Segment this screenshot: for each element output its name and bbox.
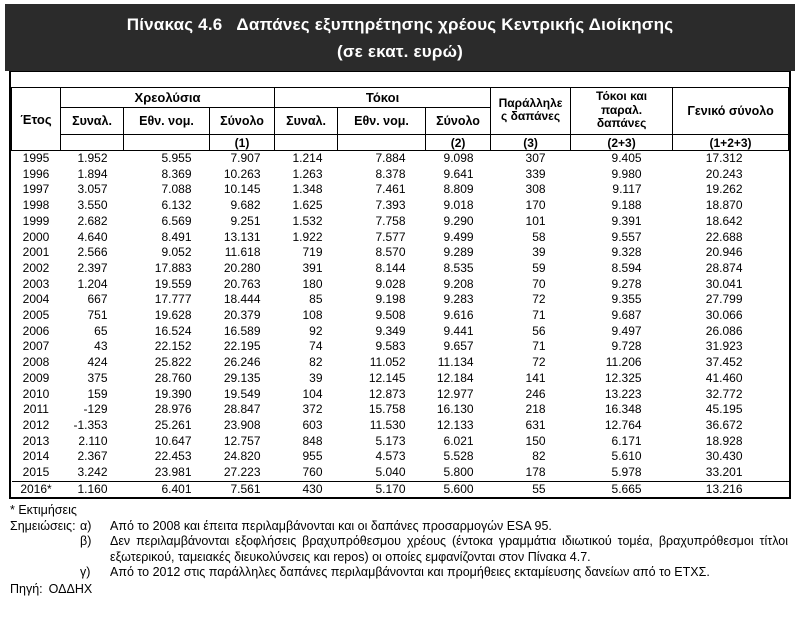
value-cell: -1.353 [73, 417, 108, 432]
value-cell: 12.977 [436, 386, 474, 401]
year-cell: 1996 [22, 166, 50, 181]
year-cell: 2004 [22, 292, 50, 307]
value-cell: 23.981 [154, 465, 192, 480]
value-cell: 33.201 [705, 465, 743, 480]
value-cell: 36.672 [705, 417, 743, 432]
value-cell: 8.378 [375, 166, 406, 181]
value-cell: 339 [525, 166, 546, 181]
table-row [12, 324, 789, 340]
value-cell: 9.290 [443, 213, 474, 228]
year-cell: 2005 [22, 308, 50, 323]
value-cell: 751 [87, 308, 108, 323]
value-cell: 71 [532, 308, 546, 323]
value-cell: 9.052 [161, 245, 192, 260]
value-cell: 30.041 [705, 276, 743, 291]
year-cell: 2006 [22, 323, 50, 338]
table-row [12, 355, 789, 371]
table-title-text: Δαπάνες εξυπηρέτησης χρέους Κεντρικής Διοίκησης [236, 15, 674, 34]
value-cell: 1.894 [77, 166, 108, 181]
group-header-interest: Τόκοι [275, 88, 491, 108]
note-c-text: Από το 2012 στις παράλληλες δαπάνες περιλαμβάνονται και προμήθειες εκταμίευσης δανείων από το ΕΤΧΣ. [110, 565, 710, 580]
value-cell: 16.348 [604, 402, 642, 417]
value-cell: 74 [309, 339, 323, 354]
year-cell: 1998 [22, 198, 50, 213]
value-cell: 28.760 [154, 370, 192, 385]
table-header [12, 88, 789, 151]
value-cell: 13.223 [604, 386, 642, 401]
col-header-synolo-amort: Σύνολο [210, 108, 275, 135]
value-cell: 9.349 [375, 323, 406, 338]
value-cell: 12.757 [223, 433, 261, 448]
value-cell: 17.312 [705, 151, 743, 165]
value-cell: 2.367 [77, 449, 108, 464]
value-cell: 7.907 [230, 151, 261, 165]
year-cell: 2000 [22, 229, 50, 244]
value-cell: 1.160 [61, 481, 124, 497]
value-cell: 65 [94, 323, 108, 338]
value-cell: 10.647 [154, 433, 192, 448]
value-cell: 19.262 [705, 182, 743, 197]
value-cell: 3.057 [77, 182, 108, 197]
value-cell: 71 [532, 339, 546, 354]
table-subtitle: (σε εκατ. ευρώ) [336, 42, 464, 61]
value-cell: 9.497 [611, 323, 642, 338]
value-cell: 9.028 [375, 276, 406, 291]
source-value: ΟΔΔΗΧ [48, 581, 93, 596]
value-cell: 6.401 [124, 481, 210, 497]
value-cell: 20.946 [705, 245, 743, 260]
value-cell: 7.393 [375, 198, 406, 213]
table-row [12, 434, 789, 450]
value-cell: 27.223 [223, 465, 261, 480]
value-cell: 8.809 [443, 182, 474, 197]
value-cell: 59 [532, 260, 546, 275]
value-cell: 955 [302, 449, 323, 464]
value-cell: 1.625 [292, 198, 323, 213]
value-cell: 15.758 [368, 402, 406, 417]
value-cell: 6.171 [611, 433, 642, 448]
year-cell: 2015 [22, 465, 50, 480]
value-cell: 7.577 [375, 229, 406, 244]
value-cell: 8.144 [375, 260, 406, 275]
year-cell: 2010 [22, 386, 50, 401]
value-cell: 24.820 [223, 449, 261, 464]
value-cell: 28.847 [223, 402, 261, 417]
table-row [12, 292, 789, 308]
value-cell: 1.204 [77, 276, 108, 291]
value-cell: 11.530 [369, 417, 406, 432]
value-cell: 1.952 [77, 151, 108, 165]
value-cell: 1.348 [292, 182, 323, 197]
value-cell: 22.453 [154, 449, 192, 464]
value-cell: 4.640 [77, 229, 108, 244]
value-cell: 150 [525, 433, 546, 448]
year-cell: 2013 [22, 433, 50, 448]
value-cell: -129 [83, 402, 108, 417]
value-cell: 12.325 [604, 370, 642, 385]
value-cell: 719 [302, 245, 323, 260]
value-cell: 141 [525, 370, 546, 385]
value-cell: 1.922 [292, 229, 323, 244]
value-cell: 16.524 [154, 323, 192, 338]
value-cell: 848 [302, 433, 323, 448]
value-cell: 667 [87, 292, 108, 307]
value-cell: 11.618 [224, 245, 261, 260]
table-title [5, 11, 795, 38]
value-cell: 30.066 [705, 308, 743, 323]
value-cell: 85 [309, 292, 323, 307]
value-cell: 424 [87, 355, 108, 370]
value-cell: 6.569 [161, 213, 192, 228]
value-cell: 17.777 [154, 292, 192, 307]
value-cell: 3.242 [77, 465, 108, 480]
value-cell: 101 [525, 213, 546, 228]
table-row [12, 261, 789, 277]
value-cell: 7.461 [375, 182, 406, 197]
value-cell: 18.642 [705, 213, 743, 228]
value-cell: 41.460 [705, 370, 743, 385]
table-row [12, 371, 789, 387]
value-cell: 20.280 [223, 260, 261, 275]
value-cell: 7.758 [375, 213, 406, 228]
value-cell: 45.195 [705, 402, 743, 417]
value-cell: 12.145 [368, 370, 406, 385]
table-row [12, 402, 789, 418]
subheader-3: (3) [491, 135, 571, 151]
value-cell: 9.018 [443, 198, 474, 213]
year-cell: 2016* [12, 481, 61, 497]
value-cell: 9.098 [443, 151, 474, 165]
value-cell: 22.152 [154, 339, 192, 354]
value-cell: 5.978 [611, 465, 642, 480]
year-cell: 1999 [22, 213, 50, 228]
table-row [12, 198, 789, 214]
value-cell: 39 [532, 245, 546, 260]
year-cell: 1995 [22, 151, 50, 165]
value-cell: 6.021 [443, 433, 474, 448]
value-cell: 9.728 [611, 339, 642, 354]
col-header-interest-and-parallel: Τόκοι και παραλ. δαπάνες [571, 88, 673, 135]
value-cell: 5.173 [375, 433, 406, 448]
value-cell: 9.441 [443, 323, 474, 338]
value-cell: 159 [87, 386, 108, 401]
value-cell: 1.263 [292, 166, 323, 181]
value-cell: 8.535 [443, 260, 474, 275]
value-cell: 9.278 [611, 276, 642, 291]
year-cell: 2008 [22, 355, 50, 370]
value-cell: 246 [525, 386, 546, 401]
year-cell: 1997 [22, 182, 50, 197]
value-cell: 20.379 [223, 308, 261, 323]
value-cell: 19.390 [154, 386, 192, 401]
year-cell: 2001 [22, 245, 50, 260]
value-cell: 27.799 [705, 292, 743, 307]
value-cell: 430 [275, 481, 338, 497]
value-cell: 29.135 [223, 370, 261, 385]
note-b-label: β) [80, 534, 92, 549]
table-row [12, 387, 789, 403]
source-label: Πηγή: [10, 581, 43, 596]
value-cell: 25.822 [154, 355, 192, 370]
value-cell: 603 [302, 417, 323, 432]
year-cell: 2012 [22, 417, 50, 432]
col-header-ethn-nom-interest: Εθν. νομ. [338, 108, 426, 135]
value-cell: 9.557 [611, 229, 642, 244]
value-cell: 9.283 [443, 292, 474, 307]
value-cell: 18.928 [705, 433, 743, 448]
value-cell: 308 [525, 182, 546, 197]
debt-service-table [11, 87, 789, 497]
value-cell: 9.208 [443, 276, 474, 291]
value-cell: 11.206 [605, 355, 642, 370]
value-cell: 218 [525, 402, 546, 417]
value-cell: 9.687 [611, 308, 642, 323]
value-cell: 12.184 [436, 370, 474, 385]
year-cell: 2011 [23, 402, 49, 417]
value-cell: 760 [302, 465, 323, 480]
table-row [12, 245, 789, 261]
value-cell: 9.583 [375, 339, 406, 354]
value-cell: 7.561 [210, 481, 275, 497]
value-cell: 18.870 [705, 198, 743, 213]
col-header-synal-amort: Συναλ. [61, 108, 124, 135]
value-cell: 92 [309, 323, 323, 338]
value-cell: 391 [302, 260, 323, 275]
table-row [12, 308, 789, 324]
value-cell: 1.532 [292, 213, 323, 228]
value-cell: 4.573 [375, 449, 406, 464]
footnotes [10, 503, 790, 597]
value-cell: 5.528 [443, 449, 474, 464]
value-cell: 16.130 [436, 402, 474, 417]
value-cell: 2.397 [77, 260, 108, 275]
year-cell: 2009 [22, 370, 50, 385]
value-cell: 11.052 [369, 355, 406, 370]
table-row [12, 465, 789, 481]
subheader-empty [338, 135, 426, 151]
value-cell: 375 [87, 370, 108, 385]
note-a-label: α) [80, 518, 92, 533]
year-cell: 2014 [22, 449, 50, 464]
value-cell: 26.246 [223, 355, 261, 370]
subheader-empty [124, 135, 210, 151]
value-cell: 2.110 [78, 433, 108, 448]
subheader-1: (1) [210, 135, 275, 151]
value-cell: 22.688 [705, 229, 743, 244]
value-cell: 307 [525, 151, 546, 165]
value-cell: 20.243 [705, 166, 743, 181]
value-cell: 55 [491, 481, 571, 497]
value-cell: 9.641 [443, 166, 474, 181]
value-cell: 8.369 [161, 166, 192, 181]
year-cell: 2007 [22, 339, 50, 354]
subheader-empty [61, 135, 124, 151]
value-cell: 9.251 [230, 213, 261, 228]
value-cell: 9.405 [611, 151, 642, 165]
value-cell: 7.088 [161, 182, 192, 197]
table-row [12, 230, 789, 246]
source-line [10, 582, 790, 598]
table-row [12, 214, 789, 230]
value-cell: 9.355 [611, 292, 642, 307]
value-cell: 37.452 [705, 355, 743, 370]
value-cell: 178 [525, 465, 546, 480]
year-cell: 2003 [22, 276, 50, 291]
value-cell: 82 [309, 355, 323, 370]
value-cell: 8.594 [611, 260, 642, 275]
value-cell: 9.657 [443, 339, 474, 354]
value-cell: 5.665 [571, 481, 673, 497]
table-frame [9, 71, 791, 499]
table-row [12, 167, 789, 183]
value-cell: 23.908 [223, 417, 261, 432]
value-cell: 12.764 [604, 417, 642, 432]
value-cell: 5.800 [443, 465, 474, 480]
value-cell: 19.549 [223, 386, 261, 401]
value-cell: 631 [525, 417, 546, 432]
value-cell: 58 [532, 229, 546, 244]
value-cell: 12.873 [368, 386, 406, 401]
value-cell: 5.955 [161, 151, 192, 165]
col-header-parallel-expenses: Παράλληλες δαπάνες [491, 88, 571, 135]
value-cell: 3.550 [77, 198, 108, 213]
value-cell: 28.976 [154, 402, 192, 417]
value-cell: 9.980 [611, 166, 642, 181]
value-cell: 25.261 [154, 417, 192, 432]
value-cell: 5.040 [375, 465, 406, 480]
value-cell: 16.589 [223, 323, 261, 338]
value-cell: 82 [532, 449, 546, 464]
value-cell: 31.923 [705, 339, 743, 354]
value-cell: 11.134 [437, 355, 474, 370]
spacer-row [11, 72, 789, 87]
value-cell: 72 [532, 292, 546, 307]
value-cell: 13.131 [223, 229, 261, 244]
value-cell: 8.491 [161, 229, 192, 244]
value-cell: 9.117 [612, 182, 642, 197]
col-header-synal-interest: Συναλ. [275, 108, 338, 135]
value-cell: 9.508 [375, 308, 406, 323]
table-body [12, 151, 789, 498]
subheader-2: (2) [426, 135, 491, 151]
value-cell: 18.444 [223, 292, 261, 307]
value-cell: 372 [302, 402, 323, 417]
year-cell: 2002 [22, 260, 50, 275]
value-cell: 6.132 [161, 198, 192, 213]
subheader-2plus3: (2+3) [571, 135, 673, 151]
group-header-amortization: Χρεολύσια [61, 88, 275, 108]
table-row [12, 151, 789, 167]
value-cell: 9.682 [230, 198, 261, 213]
estimates-note: * Εκτιμήσεις [10, 503, 77, 518]
table-number: Πίνακας 4.6 [126, 15, 223, 34]
value-cell: 9.499 [443, 229, 474, 244]
value-cell: 10.145 [223, 182, 261, 197]
value-cell: 17.883 [154, 260, 192, 275]
note-c-label: γ) [80, 565, 91, 580]
value-cell: 180 [302, 276, 323, 291]
value-cell: 22.195 [223, 339, 261, 354]
value-cell: 7.884 [375, 151, 406, 165]
table-row [12, 277, 789, 293]
value-cell: 9.188 [611, 198, 642, 213]
value-cell: 9.616 [443, 308, 474, 323]
value-cell: 32.772 [705, 386, 743, 401]
table-title-bar [5, 4, 795, 71]
table-row [12, 339, 789, 355]
note-b-text: Δεν περιλαμβάνονται εξοφλήσεις βραχυπρόθεσμου χρέους (έντοκα γραμμάτια ιδιωτικού τομέα, βραχυπρόθεσμοι τίτλοι εξωτερικού, ταμειακές διευκολύνσεις και repos) οι οποίες εμφανίζονται στον Πίνακα 4.7. [110, 534, 788, 564]
value-cell: 2.682 [77, 213, 108, 228]
value-cell: 170 [525, 198, 546, 213]
value-cell: 9.391 [611, 213, 642, 228]
value-cell: 2.566 [77, 245, 108, 260]
value-cell: 26.086 [705, 323, 743, 338]
value-cell: 19.628 [154, 308, 192, 323]
value-cell: 9.198 [375, 292, 406, 307]
value-cell: 20.763 [223, 276, 261, 291]
value-cell: 8.570 [375, 245, 406, 260]
value-cell: 19.559 [154, 276, 192, 291]
value-cell: 13.216 [673, 481, 789, 497]
notes-label: Σημειώσεις: [10, 518, 76, 533]
value-cell: 9.289 [443, 245, 474, 260]
col-header-synolo-interest: Σύνολο [426, 108, 491, 135]
value-cell: 104 [302, 386, 323, 401]
value-cell: 5.170 [338, 481, 426, 497]
subheader-1plus2plus3: (1+2+3) [673, 135, 789, 151]
subheader-empty [275, 135, 338, 151]
value-cell: 70 [532, 276, 546, 291]
col-header-year: Έτος [12, 88, 61, 151]
value-cell: 28.874 [705, 260, 743, 275]
value-cell: 43 [94, 339, 108, 354]
table-row [12, 418, 789, 434]
value-cell: 39 [309, 370, 323, 385]
value-cell: 9.328 [611, 245, 642, 260]
table-row [12, 449, 789, 465]
value-cell: 30.430 [705, 449, 743, 464]
value-cell: 72 [532, 355, 546, 370]
value-cell: 5.600 [426, 481, 491, 497]
value-cell: 5.610 [611, 449, 642, 464]
value-cell: 10.263 [223, 166, 261, 181]
col-header-grand-total: Γενικό σύνολο [673, 88, 789, 135]
value-cell: 12.133 [436, 417, 474, 432]
table-row [12, 481, 789, 497]
value-cell: 1.214 [292, 151, 323, 165]
col-header-ethn-nom-amort: Εθν. νομ. [124, 108, 210, 135]
value-cell: 108 [302, 308, 323, 323]
value-cell: 56 [532, 323, 546, 338]
note-a-text: Από το 2008 και έπειτα περιλαμβάνονται και οι δαπάνες προσαρμογών ESA 95. [110, 518, 552, 533]
table-row [12, 182, 789, 198]
